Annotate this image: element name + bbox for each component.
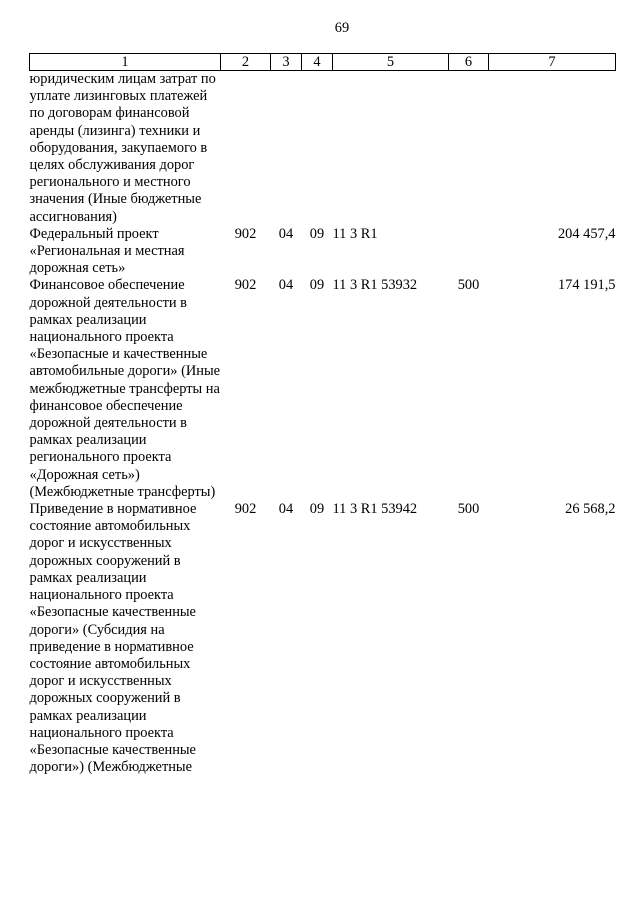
row-section: 04 bbox=[278, 277, 294, 294]
column-header-2: 2 bbox=[221, 54, 271, 71]
row-name: Приведение в нормативное состояние автомобильных дорог и искусственных дорожных сооружений в рамках реализации национального проекта «Безопасные качественные дороги» (Субсидия на приведение в нормативное состояние автомобильных дорог и искусственных дорожных сооружений в рамках реализации национального проекта «Безопасные качественные дороги») (Межбюджетные bbox=[29, 501, 197, 776]
row-section bbox=[271, 71, 302, 226]
row-amount bbox=[489, 71, 616, 226]
row-expense-type bbox=[449, 226, 489, 278]
table-header-row bbox=[30, 54, 616, 71]
table-row bbox=[30, 501, 616, 776]
row-subsection: 09 bbox=[309, 277, 325, 294]
table-row bbox=[30, 277, 616, 501]
row-section: 04 bbox=[278, 501, 294, 518]
table-row bbox=[30, 226, 616, 278]
row-subsection bbox=[302, 71, 333, 226]
row-ministry-code: 902 bbox=[234, 225, 257, 242]
row-section: 04 bbox=[278, 225, 294, 242]
row-target-code: 11 3 R1 bbox=[332, 225, 378, 242]
row-amount: 174 191,5 bbox=[557, 277, 616, 294]
row-ministry-code: 902 bbox=[234, 277, 257, 294]
row-amount: 26 568,2 bbox=[565, 501, 616, 518]
page-number: 69 bbox=[334, 20, 350, 36]
table-row bbox=[30, 71, 616, 226]
row-name: юридическим лицам затрат по уплате лизинговых платежей по договорам финансовой аренды (лизинга) техники и оборудования, закупаемого в целях обслуживания дорог регионального и местного значения (Иные бюджетные ассигнования) bbox=[29, 71, 216, 225]
row-expense-type bbox=[449, 71, 489, 226]
row-expense-type: 500 bbox=[457, 277, 480, 294]
column-header-3: 3 bbox=[271, 54, 302, 71]
column-header-6: 6 bbox=[449, 54, 489, 71]
row-amount: 204 457,4 bbox=[557, 225, 616, 242]
budget-table bbox=[29, 53, 616, 776]
row-target-code: 11 3 R1 53932 bbox=[332, 277, 418, 294]
row-ministry-code bbox=[221, 71, 271, 226]
row-target-code: 11 3 R1 53942 bbox=[332, 501, 418, 518]
row-target-code bbox=[333, 71, 449, 226]
row-subsection: 09 bbox=[309, 225, 325, 242]
row-expense-type: 500 bbox=[457, 501, 480, 518]
column-header-1: 1 bbox=[30, 54, 221, 71]
column-header-4: 4 bbox=[302, 54, 333, 71]
row-ministry-code: 902 bbox=[234, 501, 257, 518]
column-header-5: 5 bbox=[333, 54, 449, 71]
column-header-7: 7 bbox=[489, 54, 616, 71]
row-name: Финансовое обеспечение дорожной деятельности в рамках реализации национального проекта «Безопасные и качественные автомобильные дороги» (Иные межбюджетные трансферты на финансовое обеспечение дорожной деятельности в рамках реализации регионального проекта «Дорожная сеть») (Межбюджетные трансферты) bbox=[29, 277, 221, 500]
row-name: Федеральный проект «Региональная и местная дорожная сеть» bbox=[29, 225, 185, 277]
row-subsection: 09 bbox=[309, 501, 325, 518]
